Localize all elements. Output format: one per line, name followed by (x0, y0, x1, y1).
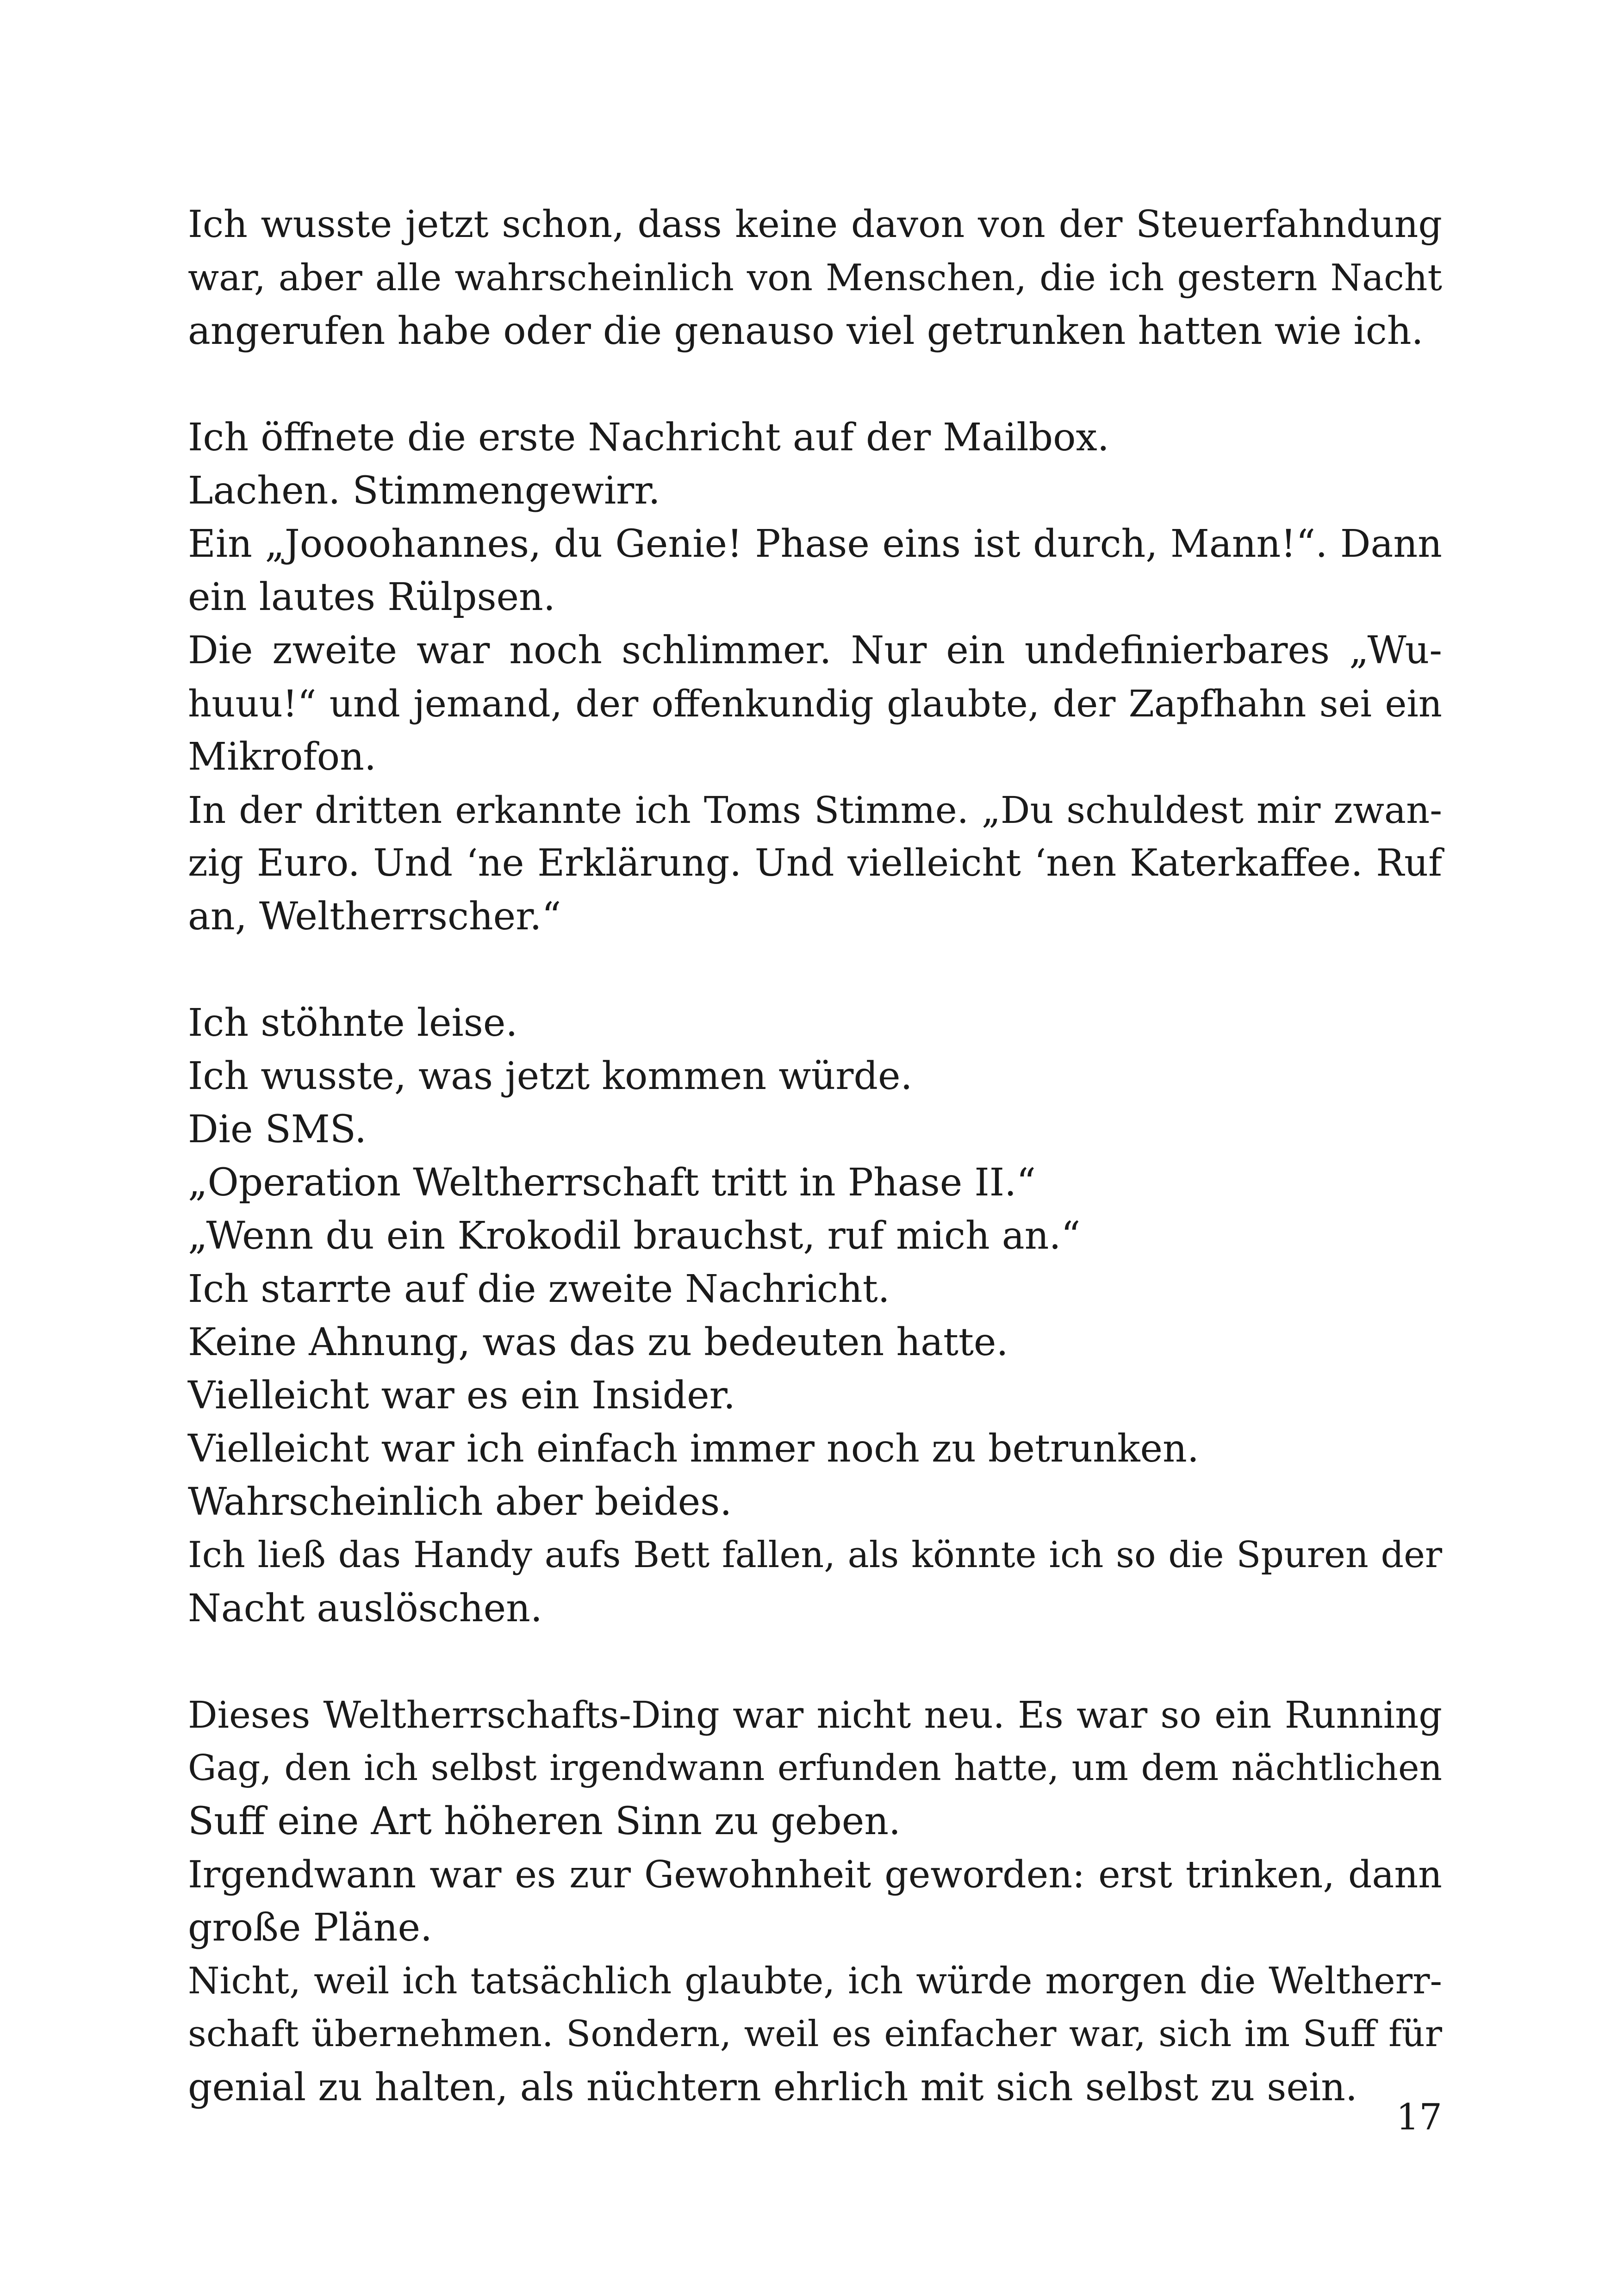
paragraph (188, 1688, 1442, 2114)
text-line: „Wenn du ein Krokodil brauchst, ruf mich an.“ (188, 1214, 1081, 1258)
body-text (188, 198, 1442, 2114)
text-line: In der dritten erkannte ich Toms Stimme. „Du schuldest mir zwan- (188, 789, 1442, 832)
text-line: Lachen. Stimmengewirr. (188, 469, 660, 513)
text-line: an, Weltherrscher.“ (188, 895, 561, 939)
text-line: Mikrofon. (188, 735, 377, 779)
text-line: Ich starrte auf die zweite Nachricht. (188, 1267, 890, 1311)
text-line: Ich stöhnte leise. (188, 1001, 518, 1045)
text-line: Dieses Weltherrschafts-Ding war nicht neu. Es war so ein Running (188, 1693, 1442, 1736)
text-line: ein lautes Rülpsen. (188, 575, 555, 619)
paragraph (188, 996, 1442, 1635)
text-line: war, aber alle wahrscheinlich von Menschen, die ich gestern Nacht (188, 256, 1442, 299)
text-line: zig Euro. Und ‘ne Erklärung. Und vielleicht ‘nen Katerkaffee. Ruf (188, 841, 1442, 885)
text-line: große Pläne. (188, 1906, 433, 1950)
text-line: schaft übernehmen. Sondern, weil es einfacher war, sich im Suff für (188, 2013, 1442, 2055)
paragraph (188, 411, 1442, 943)
text-line: Die zweite war noch schlimmer. Nur ein undefinierbares „Wu- (188, 628, 1442, 672)
text-line: Vielleicht war ich einfach immer noch zu betrunken. (188, 1427, 1199, 1471)
text-line: Ich öffnete die erste Nachricht auf der Mailbox. (188, 416, 1109, 460)
text-line: Gag, den ich selbst irgendwann erfunden hatte, um dem nächtlichen (188, 1748, 1442, 1789)
text-line: Vielleicht war es ein Insider. (188, 1374, 735, 1418)
text-line: Suff eine Art höheren Sinn zu geben. (188, 1799, 901, 1843)
text-line: „Operation Weltherrschaft tritt in Phase II.“ (188, 1161, 1036, 1205)
text-line: Ich wusste jetzt schon, dass keine davon von der Steuerfahndung (188, 203, 1442, 246)
text-line: Die SMS. (188, 1108, 367, 1151)
text-line: Ich wusste, was jetzt kommen würde. (188, 1054, 913, 1098)
paragraph (188, 198, 1442, 358)
text-line: angerufen habe oder die genauso viel getrunken hatten wie ich. (188, 309, 1424, 353)
text-line: Keine Ahnung, was das zu bedeuten hatte. (188, 1320, 1008, 1364)
page-number: 17 (1396, 2097, 1442, 2138)
text-line: Ich ließ das Handy aufs Bett fallen, als könnte ich so die Spuren der (188, 1534, 1442, 1576)
text-line: Irgendwann war es zur Gewohnheit geworden: erst trinken, dann (188, 1853, 1442, 1896)
text-line: genial zu halten, als nüchtern ehrlich mit sich selbst zu sein. (188, 2066, 1357, 2109)
text-line: Ein „Joooohannes, du Genie! Phase eins ist durch, Mann!“. Dann (188, 522, 1442, 566)
text-line: Nacht auslöschen. (188, 1587, 542, 1630)
text-line: huuu!“ und jemand, der offenkundig glaubte, der Zapfhahn sei ein (188, 682, 1442, 725)
text-line: Wahrscheinlich aber beides. (188, 1480, 732, 1524)
text-line: Nicht, weil ich tatsächlich glaubte, ich würde morgen die Weltherr- (188, 1960, 1442, 2002)
